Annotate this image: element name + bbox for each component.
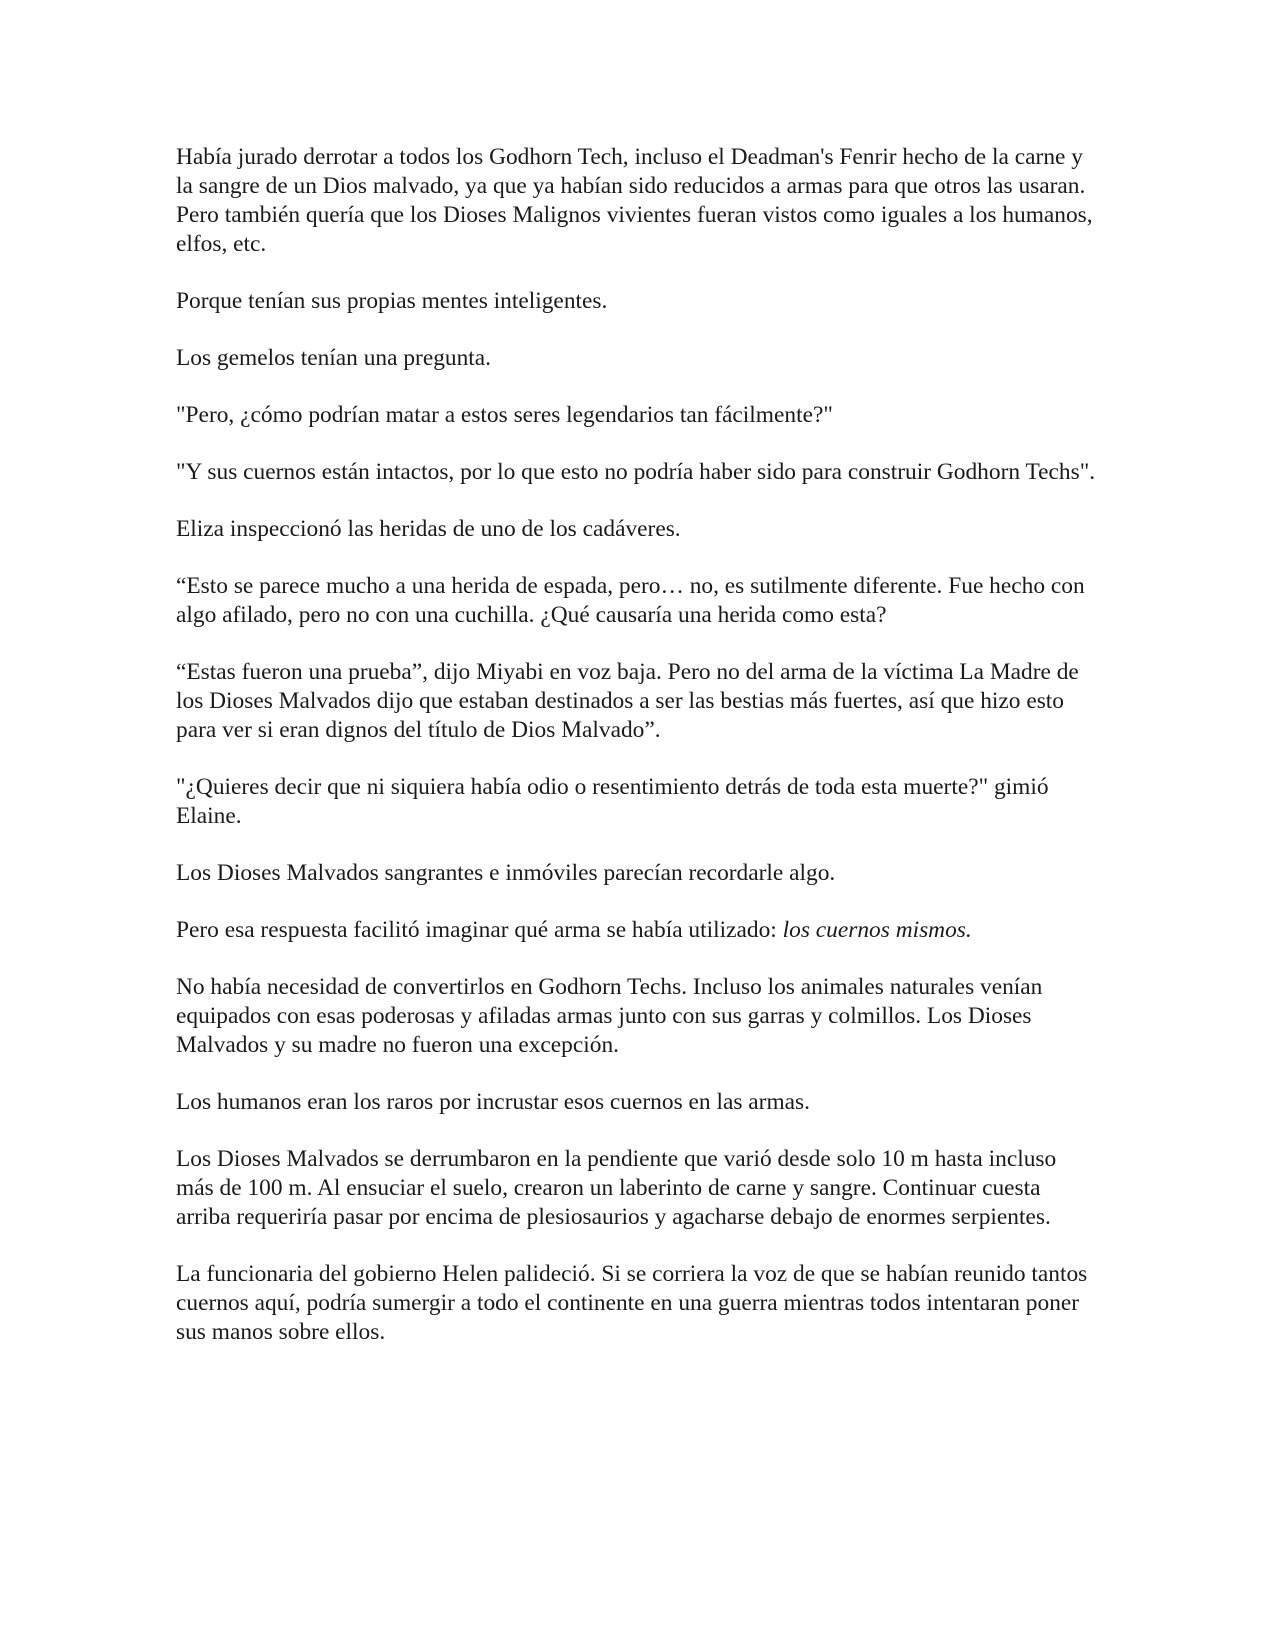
paragraph-5: "Y sus cuernos están intactos, por lo que esto no podría haber sido para construir Godhorn Techs".: [176, 459, 1096, 485]
paragraph-15: La funcionaria del gobierno Helen palideció. Si se corriera la voz de que se habían reunido tantos cuernos aquí, podría sumergir a todo el continente en una guerra mientras todos intentaran poner sus manos sobre ellos.: [176, 1261, 1088, 1345]
paragraph-7: “Esto se parece mucho a una herida de espada, pero… no, es sutilmente diferente. Fue hecho con algo afilado, pero no con una cuchilla. ¿Qué causaría una herida como esta?: [176, 573, 1085, 628]
document-body: [176, 143, 1096, 1375]
paragraph-2: Porque tenían sus propias mentes inteligentes.: [176, 288, 608, 314]
paragraph-8: “Estas fueron una prueba”, dijo Miyabi en voz baja. Pero no del arma de la víctima La Madre de los Dioses Malvados dijo que estaban destinados a ser las bestias más fuertes, así que hizo esto para ver si eran dignos del título de Dios Malvado”.: [176, 659, 1079, 743]
paragraph-11-italic: los cuernos mismos.: [782, 917, 972, 943]
paragraph-10: Los Dioses Malvados sangrantes e inmóviles parecían recordarle algo.: [176, 860, 836, 886]
paragraph-11: [176, 916, 1096, 945]
paragraph-1: Había jurado derrotar a todos los Godhorn Tech, incluso el Deadman's Fenrir hecho de la carne y la sangre de un Dios malvado, ya que ya habían sido reducidos a armas para que otros las usaran. Pero también quería que los Dioses Malignos vivientes fueran vistos como iguales a los humanos, elfos, etc.: [176, 144, 1093, 257]
paragraph-12: No había necesidad de convertirlos en Godhorn Techs. Incluso los animales naturales venían equipados con esas poderosas y afiladas armas junto con sus garras y colmillos. Los Dioses Malvados y su madre no fueron una excepción.: [176, 974, 1043, 1058]
paragraph-9: "¿Quieres decir que ni siquiera había odio o resentimiento detrás de toda esta muerte?" gimió Elaine.: [176, 774, 1049, 829]
paragraph-3: Los gemelos tenían una pregunta.: [176, 345, 492, 371]
paragraph-11-text: Pero esa respuesta facilitó imaginar qué arma se había utilizado:: [176, 917, 783, 943]
paragraph-14: Los Dioses Malvados se derrumbaron en la pendiente que varió desde solo 10 m hasta incluso más de 100 m. Al ensuciar el suelo, crearon un laberinto de carne y sangre. Continuar cuesta arriba requeriría pasar por encima de plesiosaurios y agacharse debajo de enormes serpientes.: [176, 1146, 1057, 1230]
paragraph-4: "Pero, ¿cómo podrían matar a estos seres legendarios tan fácilmente?": [176, 402, 833, 428]
paragraph-13: Los humanos eran los raros por incrustar esos cuernos en las armas.: [176, 1089, 810, 1115]
paragraph-6: Eliza inspeccionó las heridas de uno de los cadáveres.: [176, 516, 681, 542]
